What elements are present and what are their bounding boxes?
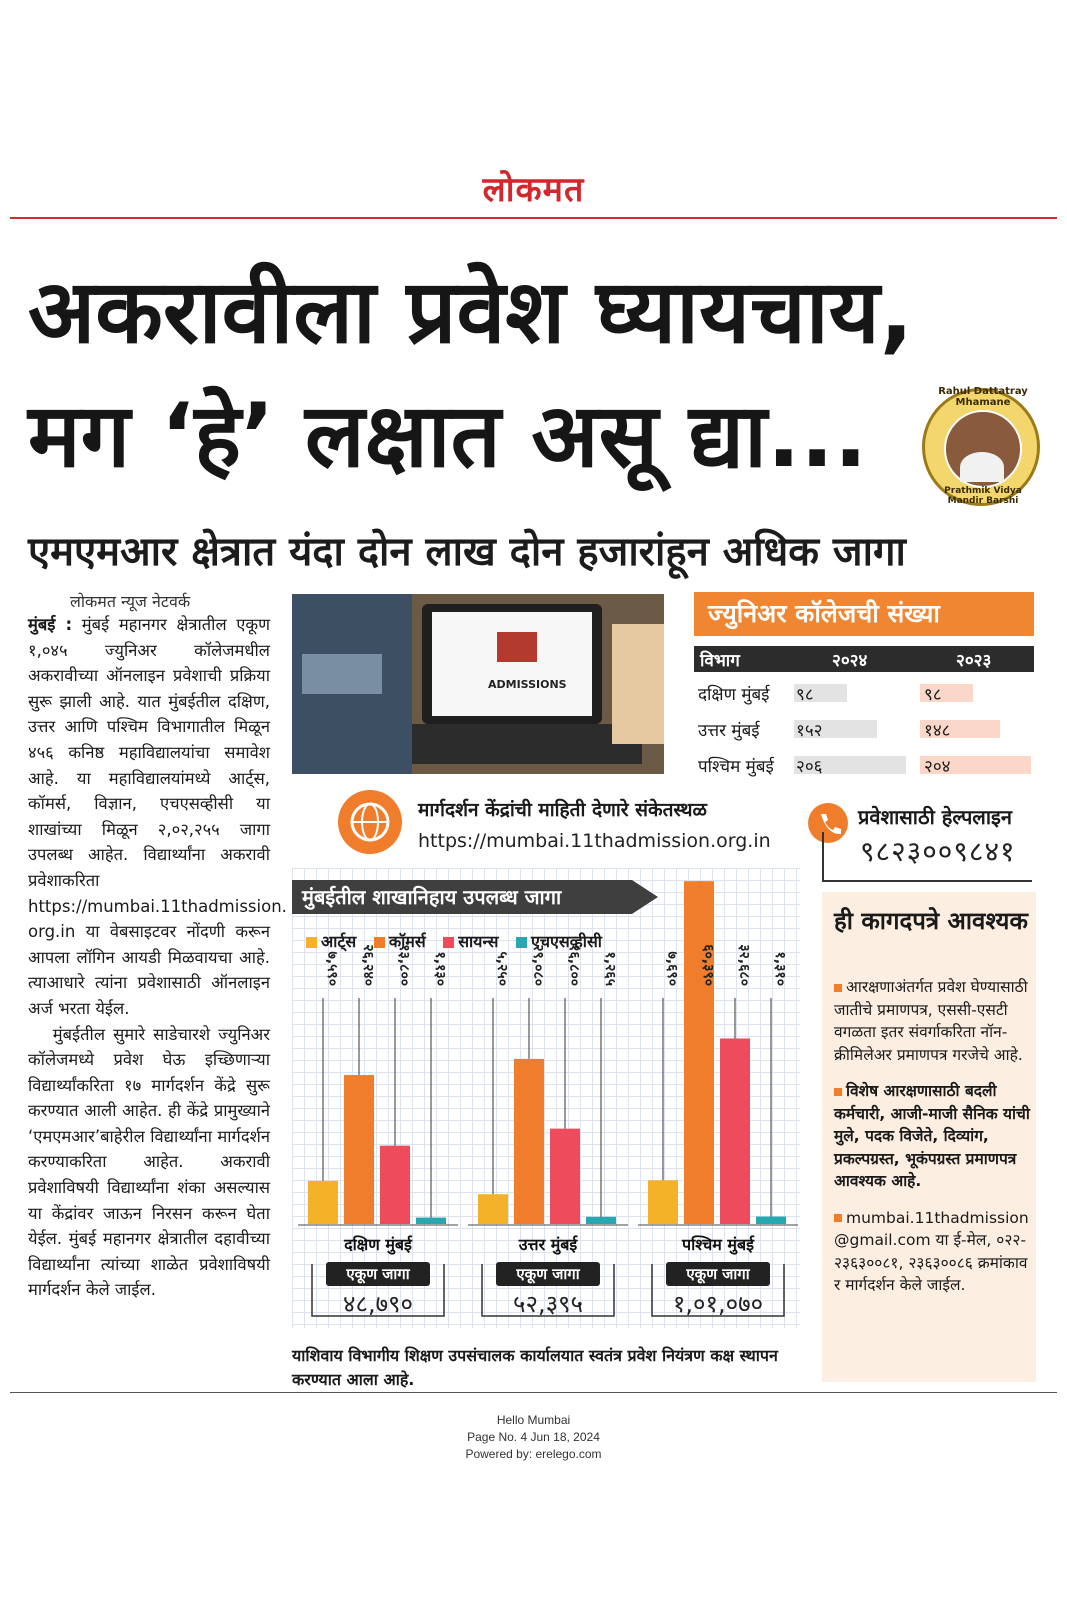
article-body: [28, 612, 287, 1303]
row-label: दक्षिण मुंबई: [698, 685, 770, 705]
control-room-note: याशिवाय विभागीय शिक्षण उपसंचालक कार्यालयात स्वतंत्र प्रवेश नियंत्रण कक्ष स्थापन करण्यात आला आहे.: [292, 1346, 778, 1389]
legend-item-hsvc: एचएसव्हीसी: [516, 932, 602, 951]
value-2023: ९८: [924, 685, 942, 705]
total-label: एकूण जागा: [686, 1265, 750, 1283]
bar-value-label: १,१३०: [432, 951, 448, 986]
bar: [550, 1129, 580, 1224]
helpline-title: प्रवेशासाठी हेल्पलाइन: [858, 805, 1012, 829]
bottom-rule: [10, 1392, 1057, 1393]
bar-value-label: ७,६९०: [664, 951, 680, 986]
bar: [648, 1180, 678, 1224]
bar: [514, 1059, 544, 1224]
badge-top-text: Rahul Dattatray Mhamane: [938, 386, 1028, 408]
article-para-1: [28, 612, 287, 1022]
article-para-2: मुंबईतील सुमारे साडेचारशे ज्युनिअर कॉलेजमध्ये प्रवेश घेऊ इच्छिणाऱ्या विद्यार्थ्यांकरिता १७ मार्गदर्शन केंद्रे सुरू करण्यात आली आहेत. ही केंद्रे प्रामुख्याने ‘एमएमआर’बाहेरील विद्यार्थ्यांना मार्गदर्शन करण्याकरिता आहेत. अकरावी प्रवेशाविषयी विद्यार्थ्यांना शंका असल्यास या केंद्रांवर जाऊन निरसन करून घेता येईल. मुंबई महानगर क्षेत्रातील दहावीच्या विद्यार्थ्यांना त्यांच्या शाळेत प्रवेशाविषयी मार्गदर्शन केले जाईल.: [28, 1024, 270, 1300]
guidance-title: मार्गदर्शन केंद्रांची माहिती देणारे संकेतस्थळ: [418, 799, 708, 821]
table-row: [694, 678, 1034, 708]
portrait-icon: [944, 410, 1022, 488]
bar-value-label: ७,५९०: [324, 951, 340, 986]
value-2023: १४८: [924, 721, 951, 741]
headline: [28, 250, 1038, 498]
documents-list: [834, 976, 1030, 1311]
bar: [344, 1075, 374, 1224]
category-label: उत्तर मुंबई: [518, 1235, 578, 1254]
row-label: उत्तर मुंबई: [698, 721, 760, 741]
bar: [756, 1217, 786, 1224]
bar: [416, 1218, 446, 1224]
headline-line-1: अकरावीला प्रवेश घ्यायचाय,: [28, 260, 914, 363]
bar: [478, 1194, 508, 1224]
page-footer: [0, 1412, 1067, 1463]
dateline: मुंबई :: [28, 615, 73, 634]
bar-value-label: २६,२४०: [360, 944, 376, 986]
documents-item-3: mumbai.11thadmission@gmail.com या ई-मेल, ०२२-२३६३००८१, २३६३००८६ क्रमांकावर मार्गदर्शन केले जाईल.: [834, 1208, 1029, 1294]
top-rule: [10, 217, 1057, 219]
category-label: पश्चिम मुंबई: [682, 1235, 754, 1254]
value-2023: २०४: [924, 757, 951, 777]
bar: [308, 1181, 338, 1224]
row-label: पश्चिम मुंबई: [698, 757, 774, 777]
bar-value-label: ५,२५०: [494, 951, 510, 986]
total-label: एकूण जागा: [516, 1265, 580, 1283]
bar-value-label: ६०,३९०: [700, 944, 716, 986]
footer-powered-by: Powered by: erelego.com: [465, 1447, 602, 1461]
documents-title: ही कागदपत्रे आवश्यक: [834, 907, 1028, 935]
value-2024: २०६: [796, 757, 823, 777]
bar: [720, 1038, 750, 1224]
bar-value-label: १६,८००: [566, 944, 582, 986]
globe-cursor-icon: [338, 790, 402, 854]
bar-value-label: २९,०८०: [530, 944, 546, 986]
documents-item-1: आरक्षणाअंतर्गत प्रवेश घेण्यासाठी जातीचे प्रमाणपत्र, एससी-एसटी वगळता इतर संवर्गाकरिता नॉन-क्रीमिलेअर प्रमाणपत्र गरजेचे आहे.: [834, 978, 1028, 1064]
total-value: १,०१,०७०: [672, 1290, 764, 1318]
bar-value-label: ३२,६८०: [736, 944, 752, 986]
bar-value-label: १,३१०: [772, 951, 788, 986]
value-2024: ९८: [796, 685, 814, 705]
legend-item-science: सायन्स: [443, 932, 498, 951]
bar-value-label: १,२६५: [602, 951, 618, 986]
byline: लोकमत न्यूज नेटवर्क: [70, 592, 191, 611]
badge-bottom-text: Prathmik Vidya Mandir Barshi: [944, 486, 1022, 506]
guidance-url: https://mumbai.11thadmission.org.in: [418, 830, 771, 852]
total-label: एकूण जागा: [346, 1265, 410, 1283]
chart-title: मुंबईतील शाखानिहाय उपलब्ध जागा: [292, 880, 632, 914]
colleges-table-title: ज्युनिअर कॉलेजची संख्या: [694, 592, 1034, 636]
bar: [684, 881, 714, 1224]
masthead-logo: लोकमत: [482, 170, 585, 210]
bar-value-label: १३,८००: [396, 944, 412, 986]
laptop-illustration: [292, 594, 664, 774]
total-value: ४८,७९०: [342, 1290, 414, 1318]
table-row: [694, 714, 1034, 744]
legend-item-arts: आर्ट्स: [306, 932, 356, 951]
footer-page-date: Page No. 4 Jun 18, 2024: [467, 1430, 600, 1444]
col-header-2024: २०२४: [832, 651, 868, 671]
col-header-division: विभाग: [700, 651, 740, 671]
seats-bar-chart: [292, 868, 800, 1328]
headline-line-2: मग ‘हे’ लक्षात असू द्या...: [28, 384, 868, 487]
table-row: [694, 750, 1034, 780]
documents-item-2: विशेष आरक्षणासाठी बदली कर्मचारी, आजी-माजी सैनिक यांची मुले, पदक विजेते, दिव्यांग, प्रकल्पग्रस्त, भूकंपग्रस्त प्रमाणपत्र आवश्यक आहे.: [834, 1082, 1030, 1190]
value-2024: १५२: [796, 721, 823, 741]
bar: [380, 1146, 410, 1224]
legend-item-commerce: कॉमर्स: [374, 932, 426, 951]
photo-admissions-text: ADMISSIONS: [488, 678, 567, 691]
total-value: ५२,३९५: [512, 1290, 584, 1318]
category-label: दक्षिण मुंबई: [344, 1235, 412, 1254]
footer-publication: Hello Mumbai: [496, 1413, 571, 1427]
laptop-photo: [292, 594, 664, 774]
subheadline: एमएमआर क्षेत्रात यंदा दोन लाख दोन हजारांहून अधिक जागा: [28, 529, 906, 575]
colleges-table-header: [694, 646, 1034, 672]
article-para-1-text: मुंबई महानगर क्षेत्रातील एकूण १,०४५ ज्युनिअर कॉलेजमधील अकरावीच्या ऑनलाइन प्रवेशाची प्रक्रिया सुरू झाली आहे. यात मुंबईतील दक्षिण, उत्तर आणि पश्चिम विभागातील मिळून ४५६ कनिष्ठ महाविद्यालयांचा समावेश आहे. या महाविद्यालयांमध्ये आर्ट्स, कॉमर्स, विज्ञान, एचएसव्हीसी या शाखांच्या मिळून २,०२,२५५ जागा उपलब्ध आहेत. विद्यार्थ्यांना अकरावी प्रवेशाकरिता https://mumbai.11thadmission. org.in या वेबसाइटवर नोंदणी करून आपला लॉगिन आयडी मिळवायचा आहे. त्याआधारे त्यांना प्रवेशासाठी ऑनलाइन अर्ज भरता येईल.: [28, 615, 287, 1018]
bar: [586, 1217, 616, 1224]
helpline-number: ९८२३००९८४१: [860, 835, 1016, 868]
col-header-2023: २०२३: [956, 651, 992, 671]
